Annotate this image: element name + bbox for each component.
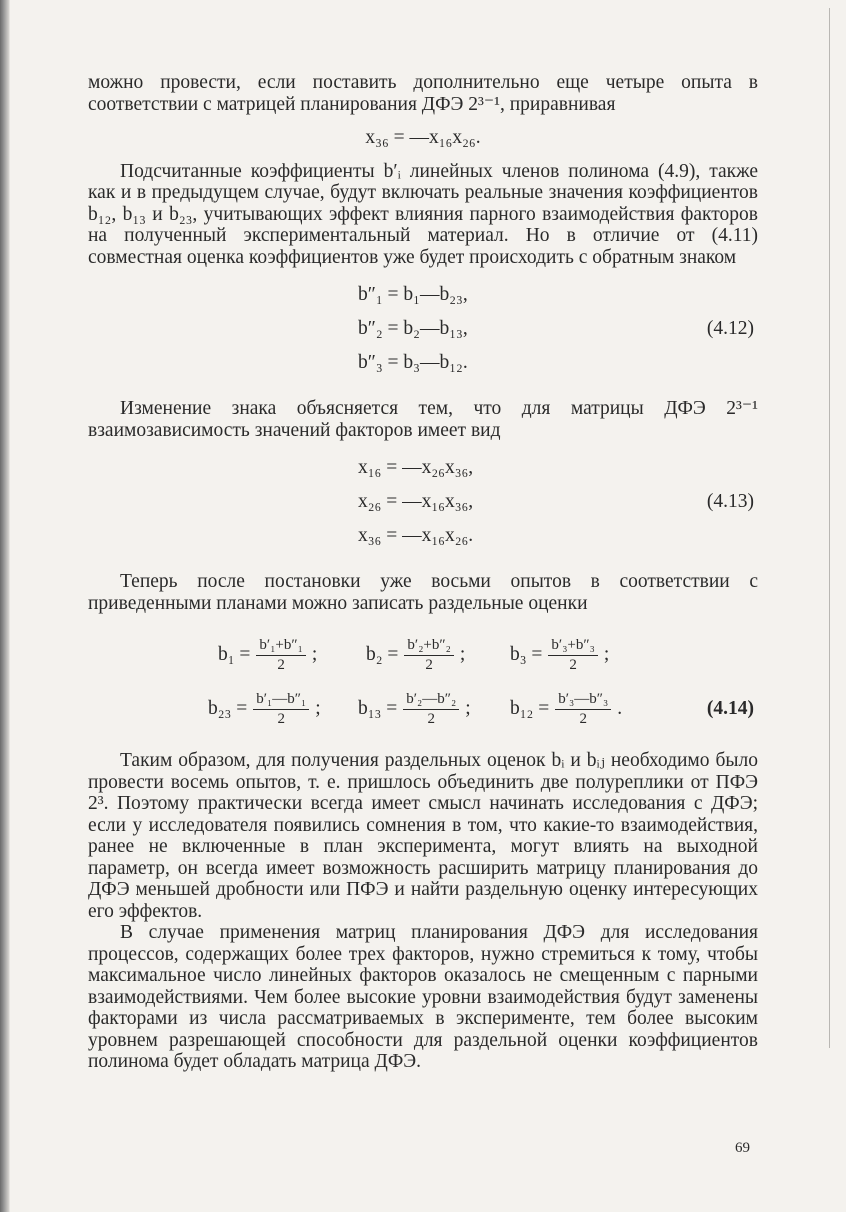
fraction-denominator: 2 (579, 710, 587, 727)
equation-lhs: b₁₃ = (358, 698, 398, 720)
paragraph-1: можно провести, если поставить дополнительно еще четыре опыта в соответствии с матрицей планирования ДФЭ 2³⁻¹, приравнивая (88, 72, 758, 115)
fraction-denominator: 2 (277, 656, 285, 673)
fraction-denominator: 2 (277, 710, 285, 727)
equation-4-14-row-2 (88, 682, 758, 736)
fraction-equation (218, 628, 317, 682)
fraction-numerator: b′₂—b″₂ (403, 691, 459, 710)
paragraph-4: Теперь после постановки уже восьми опытов в соответствии с приведенными планами можно записать раздельные оценки (88, 571, 758, 614)
equation-line: x₂₆ = —x₁₆x₃₆, (358, 491, 474, 512)
equation-number: (4.13) (706, 491, 754, 512)
separator: ; (459, 644, 466, 666)
fraction-numerator: b′₃—b″₃ (555, 691, 611, 710)
fraction-numerator: b′₁—b″₁ (253, 691, 309, 710)
equation-number: (4.14) (706, 698, 754, 719)
equation-line: x₃₆ = —x₁₆x₂₆. (358, 525, 474, 546)
separator: ; (603, 644, 610, 666)
fraction-equation (358, 682, 471, 736)
equation-lhs: b₁ = (218, 644, 251, 666)
page-body (88, 72, 758, 1073)
fraction-numerator: b′₂+b″₂ (404, 637, 453, 656)
paragraph-3: Изменение знака объясняется тем, что для матрицы ДФЭ 2³⁻¹ взаимозависимость значений факторов имеет вид (88, 398, 758, 441)
equation-lhs: b₃ = (510, 644, 543, 666)
fraction-numerator: b′₁+b″₁ (256, 637, 305, 656)
equation-line: b″₁ = b₁—b₂₃, (358, 284, 468, 305)
separator: . (617, 698, 623, 720)
equation-x36: x₃₆ = —x₁₆x₂₆. (365, 127, 481, 148)
fraction-denominator: 2 (427, 710, 435, 727)
equation-line: b″₂ = b₂—b₁₃, (358, 318, 468, 339)
page-edge-right (829, 8, 830, 1048)
equation-lhs: b₂₃ = (208, 698, 248, 720)
equation-line: b″₃ = b₃—b₁₂. (358, 352, 468, 373)
fraction-equation (208, 682, 321, 736)
fraction-equation (366, 628, 465, 682)
page-number: 69 (735, 1140, 750, 1156)
fraction-equation (510, 628, 609, 682)
fraction-denominator: 2 (425, 656, 433, 673)
separator: ; (315, 698, 321, 720)
paragraph-2: Подсчитанные коэффициенты b′ᵢ линейных членов полинома (4.9), также как и в предыдущем случае, будут включать реальные значения коэффициентов b₁₂, b₁₃ и b₂₃, учитывающих эффект влияния парного взаимодействия факторов на полученный экспериментальный материал. Но в отличие от (4.11) совместная оценка коэффициентов уже будет происходить с обратным знаком (88, 160, 758, 268)
separator: ; (465, 698, 471, 720)
equation-4-14-row-1 (88, 628, 758, 682)
fraction-denominator: 2 (569, 656, 577, 673)
paragraph-6: В случае применения матриц планирования ДФЭ для исследования процессов, содержащих более трех факторов, нужно стремиться к тому, чтобы максимальное число линейных факторов оказалось не смещенным с парными взаимодействиями. Чем более высокие уровни взаимодействия будут заменены факторами из числа рассматриваемых в эксперименте, тем более высоким уровнем разрешающей способности для раздельной оценки коэффициентов полинома будет обладать матрица ДФЭ. (88, 922, 758, 1072)
fraction-equation (510, 682, 622, 736)
page-edge-left (0, 0, 10, 1212)
equation-4-12 (88, 278, 758, 380)
fraction-numerator: b′₃+b″₃ (548, 637, 597, 656)
equation-lhs: b₁₂ = (510, 698, 550, 720)
equation-number: (4.12) (706, 318, 754, 339)
equation-lhs: b₂ = (366, 644, 399, 666)
equation-line: x₁₆ = —x₂₆x₃₆, (358, 457, 474, 478)
separator: ; (311, 644, 318, 666)
paragraph-5: Таким образом, для получения раздельных оценок bᵢ и bᵢⱼ необходимо было провести восемь опытов, т. е. пришлось объединить две полуреплики от ПФЭ 2³. Поэтому практически всегда имеет смысл начинать исследования с ДФЭ; если у исследователя появились сомнения в том, что какие-то взаимодействия, ранее не включенные в план эксперимента, могут влиять на выходной параметр, он всегда имеет возможность расширить матрицу планирования до ДФЭ меньшей дробности или ПФЭ и найти раздельную оценку интересующих его эффектов. (88, 750, 758, 922)
equation-4-13 (88, 451, 758, 553)
